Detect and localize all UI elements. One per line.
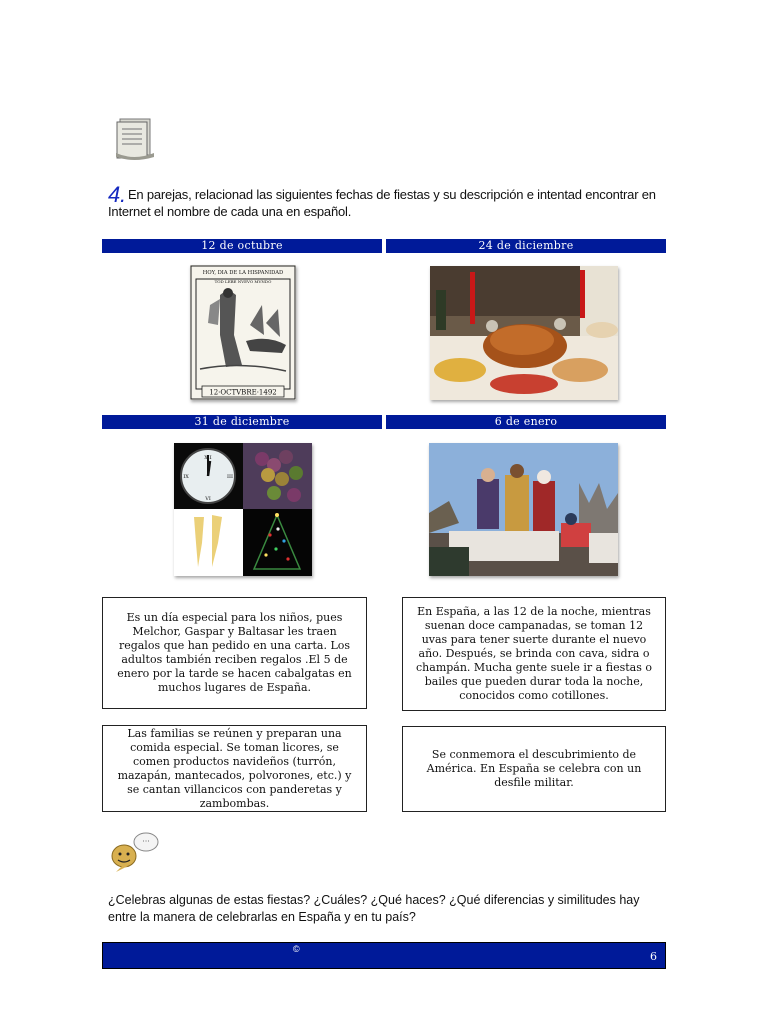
exercise-instruction xyxy=(108,182,668,220)
new-year-collage-image xyxy=(174,443,312,576)
christmas-dinner-image xyxy=(430,266,618,400)
hispanidad-poster-image xyxy=(190,265,296,400)
description-box-nochevieja xyxy=(402,597,666,711)
svg-text:···: ··· xyxy=(142,837,150,846)
description-box-reyes xyxy=(102,597,367,709)
discussion-question: ¿Celebras algunas de estas fiestas? ¿Cuáles? ¿Qué haces? ¿Qué diferencias y similitudes hay entre la manera de celebrarlas en España y en tu país? xyxy=(108,893,640,924)
poster-headline: HOY, DIA DE LA HISPANIDAD xyxy=(202,270,284,276)
chat-bubble-icon xyxy=(108,830,160,874)
document-icon xyxy=(114,115,158,161)
svg-text:XII: XII xyxy=(204,455,212,461)
svg-text:III: III xyxy=(227,474,233,480)
date-bar-24-diciembre: 24 de diciembre xyxy=(386,239,666,253)
poster-date: 12·OCTVBRE·1492 xyxy=(209,388,277,397)
svg-text:VI: VI xyxy=(205,496,211,502)
poster-subline: TOD LEBE NVEVO MVNDO xyxy=(214,279,272,284)
footer-copyright: © xyxy=(293,944,300,954)
exercise-number: 4. xyxy=(108,182,126,207)
reyes-parade-image xyxy=(429,443,618,576)
description-text-nochevieja: En España, a las 12 de la noche, mientras suenan doce campanadas, se toman 12 uvas para tener suerte durante el nuevo año. Después, se brinda con cava, sidra o champán. Mucha gente suele ir a fiestas o bailes que pueden durar toda la noche, conocidos como cotillones. xyxy=(416,605,652,702)
description-text-nochebuena: Las familias se reúnen y preparan una comida especial. Se toman licores, se comen productos navideños (turrón, mazapán, mantecados, polvorones, etc.) y se cantan villancicos con panderetas y zambombas. xyxy=(117,726,352,810)
date-bar-6-enero: 6 de enero xyxy=(386,415,666,429)
svg-text:IX: IX xyxy=(183,474,189,480)
description-text-hispanidad: Se conmemora el descubrimiento de América. En España se celebra con un desfile militar. xyxy=(426,748,642,789)
description-box-hispanidad xyxy=(402,726,666,812)
footer-page-number: 6 xyxy=(650,950,657,963)
description-text-reyes: Es un día especial para los niños, pues Melchor, Gaspar y Baltasar les traen regalos que han pedido en una carta. Los adultos también reciben regalos .El 5 de enero por la tarde se hacen cabalgatas en muchos lugares de España. xyxy=(117,611,352,694)
instruction-text: En parejas, relacionad las siguientes fechas de fiestas y su descripción e intentad encontrar en Internet el nombre de cada una en español. xyxy=(108,187,656,219)
description-box-nochebuena xyxy=(102,725,367,812)
date-bar-31-diciembre: 31 de diciembre xyxy=(102,415,382,429)
date-bar-12-octubre: 12 de octubre xyxy=(102,239,382,253)
page-footer xyxy=(102,942,666,969)
